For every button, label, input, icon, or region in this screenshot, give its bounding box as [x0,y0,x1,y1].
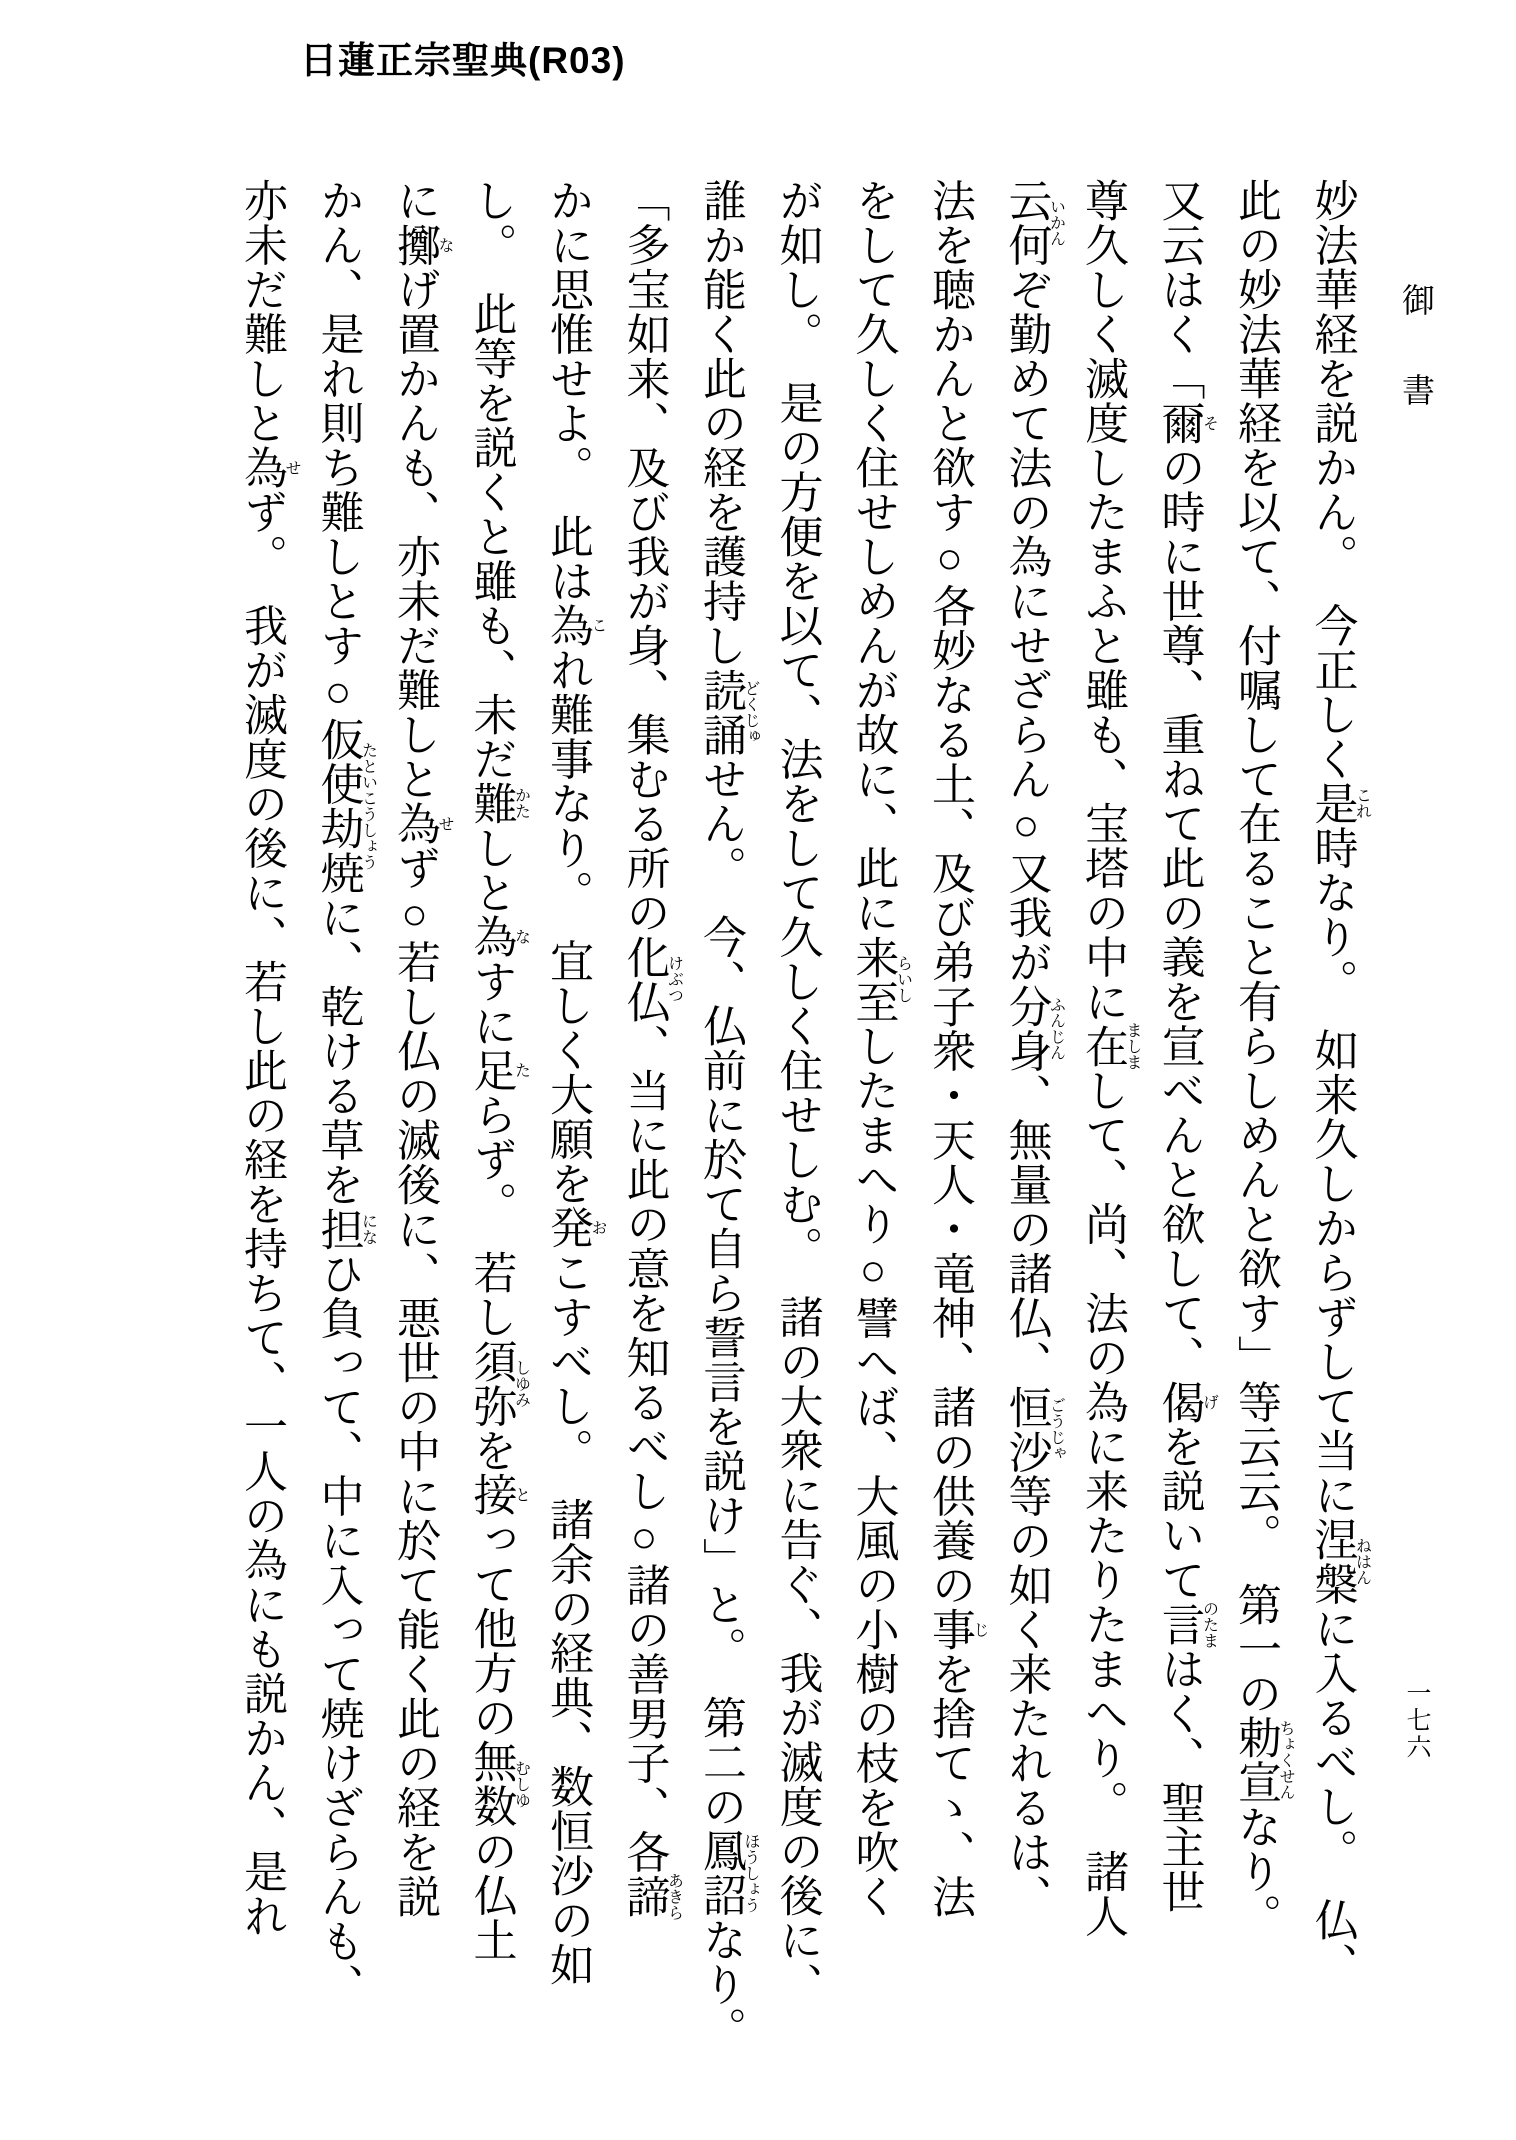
ruby-annotation: 須弥しゆみ [466,1338,530,1428]
ruby-annotation: 分身ふんじん [1001,984,1065,1073]
ruby-annotation: 接と [466,1472,530,1517]
text-column-3: 又云はく「爾その時に世尊、重ねて此の義を宣べんと欲して、偈げを説いて言のたまはく、聖主世 [1154,178,1218,1914]
text-column-8: が如し。是の方便を以て、法をして久しく住せしむ。諸の大衆に告ぐ、我が滅度の後に、 [772,178,822,2007]
ruby-annotation: 是これ [1307,780,1371,826]
text-column-11: かに思惟せよ。此は為これ難事なり。宜しく大願を発おこすべし。諸余の経典、数恒沙の如 [543,178,606,1987]
text-column-2: 此の妙法華経を以て、付嘱して在ること有らしめんと欲す」等云云。第一の勅宣ちょくせんなり。 [1231,178,1294,1938]
ruby-annotation: 為せ [390,801,453,846]
ruby-annotation: 鳳詔ほうしょう [696,1828,759,1918]
sutra-text-block [223,178,1370,2051]
text-column-14: かん、是れ則ち難しとす○仮使劫焼たといこうしょうに、乾ける草を担になひ負って、中に入って焼けざらんも、 [313,178,377,2008]
ruby-annotation: 無数むしゆ [466,1739,530,1829]
ruby-annotation: 偈げ [1154,1379,1218,1424]
ruby-annotation: 為な [466,914,530,959]
ruby-annotation: 諦あきら [619,1872,683,1921]
text-column-15: 亦未だ難しと為せず。我が滅度の後に、若し此の経を持ちて、一人の為にも説かん、是れ [237,178,300,1938]
page-number: 一七六 [1403,1680,1430,1761]
ruby-annotation: 為こ [543,602,606,648]
ruby-annotation: 読誦どくじゅ [696,667,759,757]
ruby-annotation: 為せ [237,445,300,490]
text-column-5: 云何いかんぞ勤めて法の為にせざらん○又我が分身ふんじん、無量の諸仏、恒沙ごうじゃ等の如く来たれるは、 [1001,178,1065,1919]
text-column-6: 法を聴かんと欲す○各妙なる土、及び弟子衆・天人・竜神、諸の供養の事じを捨てゝ、法 [925,178,988,1919]
ruby-annotation: 涅槃ねはん [1307,1516,1371,1606]
ruby-annotation: 勅宣ちょくせん [1231,1715,1294,1805]
ruby-annotation: 担にな [313,1206,377,1251]
text-column-10: 「多宝如来、及び我が身、集むる所の化仏けぶつ、当に此の意を知るべし○諸の善男子、各諦あきら [619,178,683,1921]
text-column-9: 誰か能く此の経を護持し読誦どくじゅせん。今、仏前に於て自ら誓言を説け」と。第二の鳳詔ほうしょうなり。 [696,178,759,2051]
text-column-12: し。此等を説くと雖も、未だ難かたしと為なすに足たらず。若し須弥しゆみを接とって他方の無数むしゆの仏土 [466,178,530,1962]
ruby-annotation: 恒沙ごうじゃ [1001,1384,1065,1474]
ruby-annotation: 擲な [390,222,453,267]
ruby-annotation: 云何いかん [1001,178,1065,267]
ruby-annotation: 事じ [925,1607,988,1652]
ruby-annotation: 言のたま [1154,1600,1218,1649]
book-title-header: 日蓮正宗聖典(R03) [300,40,626,81]
text-column-1: 妙法華経を説かん。今正しく是これ時なり。如来久しからずして当に涅槃ねはんに入るべし。仏、 [1307,178,1371,1987]
ruby-annotation: 足た [466,1047,530,1093]
section-label-gosho: 御書 [1397,283,1433,463]
ruby-annotation: 在ましま [1078,1021,1141,1070]
ruby-annotation: 難かた [466,780,530,826]
text-column-13: に擲なげ置かんも、亦未だ難しと為せず○若し仏の滅後に、悪世の中に於て能く此の経を説 [390,178,453,1919]
text-column-4: 尊久しく滅度したまふと雖も、宝塔の中に在ましまして、尚、法の為に来たりたまへり。諸人 [1078,178,1141,1938]
ruby-annotation: 爾そ [1154,400,1218,445]
ruby-annotation: 化仏けぶつ [619,934,683,1024]
ruby-annotation: 来至らいし [848,934,912,1024]
ruby-annotation: 発お [543,1205,606,1250]
text-column-7: をして久しく住せしめんが故に、此に来至らいししたまへり○譬へば、大風の小樹の枝を吹く [848,178,912,1919]
ruby-annotation: 仮使劫焼たといこうしょう [313,717,377,895]
